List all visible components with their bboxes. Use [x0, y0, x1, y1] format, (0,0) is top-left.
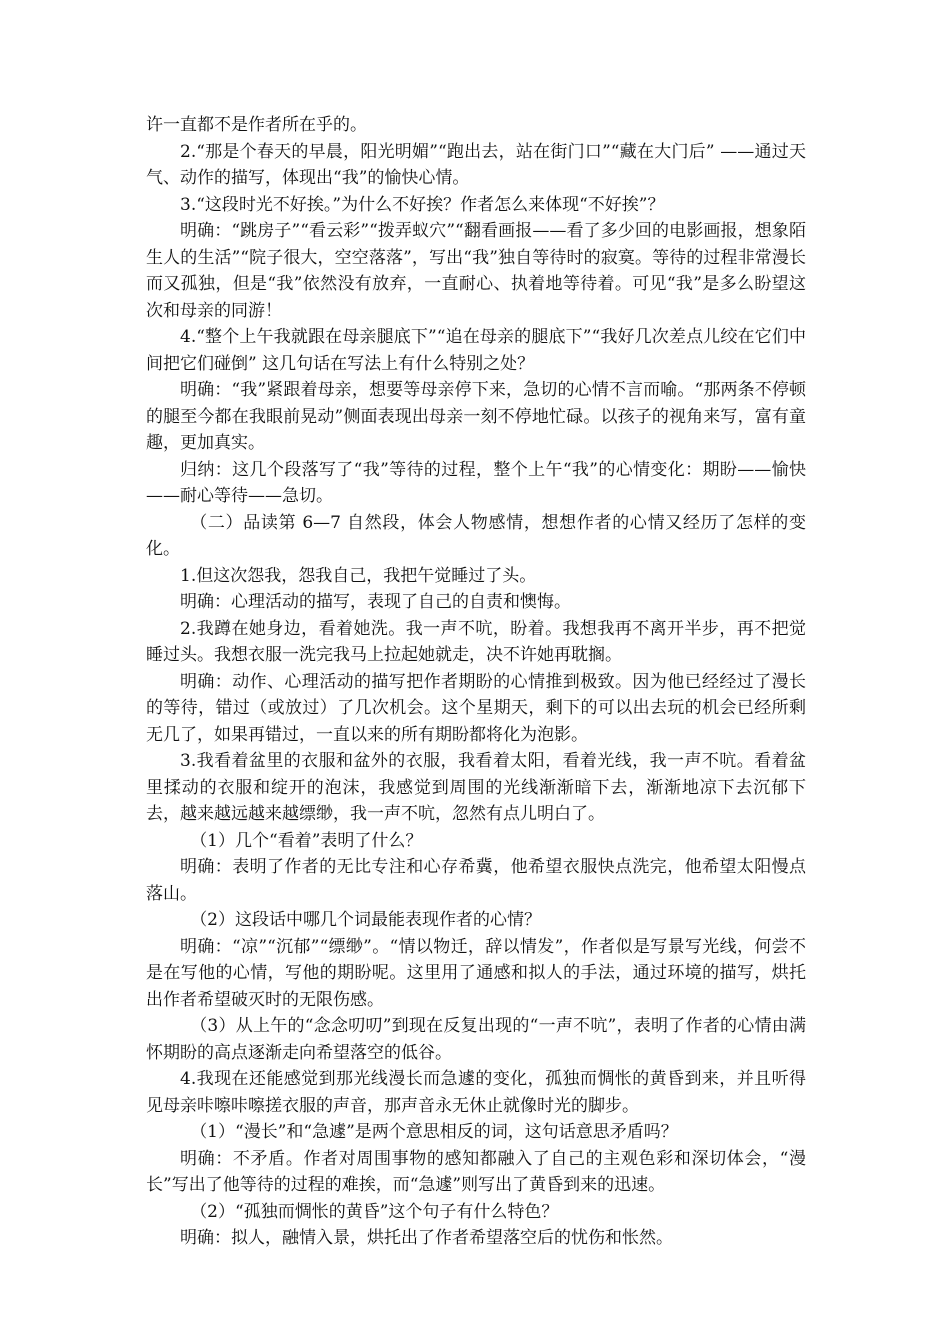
paragraph: 明确：表明了作者的无比专注和心存希冀，他希望衣服快点洗完，他希望太阳慢点落山。	[146, 857, 806, 904]
paragraph: 明确：“凉”“沉郁”“缥缈”。“情以物迁，辞以情发”，作者似是写景写光线，何尝不是在写他的心情，写他的期盼呢。这里用了通感和拟人的手法，通过环境的描写，烘托出作者希望破灭时的无限伤感。	[146, 936, 806, 1010]
paragraph: 许一直都不是作者所在乎的。	[146, 115, 367, 135]
paragraph: 3.我看着盆里的衣服和盆外的衣服，我看着太阳，看着光线，我一声不吭。看着盆里揉动的衣服和绽开的泡沫，我感觉到周围的光线渐渐暗下去，渐渐地凉下去沉郁下去，越来越远越来越缥缈，我一声不吭，忽然有点儿明白了。	[146, 751, 806, 824]
paragraph: （1）“漫长”和“急遽”是两个意思相反的词，这句话意思矛盾吗？	[190, 1122, 678, 1142]
paragraph: （3）从上午的“念念叨叨”到现在反复出现的“一声不吭”，表明了作者的心情由满怀期盼的高点逐渐走向希望落空的低谷。	[146, 1016, 806, 1063]
document-page	[146, 112, 806, 1252]
paragraph: （2）这段话中哪几个词最能表现作者的心情？	[190, 910, 542, 930]
paragraph: 明确：拟人，融情入景，烘托出了作者希望落空后的忧伤和怅然。	[180, 1228, 673, 1248]
paragraph: （2）“孤独而惆怅的黄昏”这个句子有什么特色？	[190, 1201, 559, 1222]
paragraph: 4.“整个上午我就跟在母亲腿底下”“追在母亲的腿底下”“我好几次差点儿绞在它们中间把它们碰倒” 这几句话在写法上有什么特别之处？	[146, 327, 806, 374]
paragraph: 1.但这次怨我，怨我自己，我把午觉睡过了头。	[180, 565, 537, 586]
paragraph: 2.“那是个春天的早晨，阳光明媚”“跑出去，站在街门口”“藏在大门后” ——通过天气、动作的描写，体现出“我”的愉快心情。	[146, 141, 806, 188]
paragraph: 明确：动作、心理活动的描写把作者期盼的心情推到极致。因为他已经经过了漫长的等待，错过（或放过）了几次机会。这个星期天，剩下的可以出去玩的机会已经所剩无几了，如果再错过，一直以来的所有期盼都将化为泡影。	[146, 671, 806, 745]
paragraph: 3.“这段时光不好挨。”为什么不好挨？作者怎么来体现“不好挨”？	[180, 194, 665, 215]
paragraph: （1）几个“看着”表明了什么？	[190, 830, 423, 851]
section-heading: （二）品读第 6—7 自然段，体会人物感情，想想作者的心情又经历了怎样的变化。	[146, 512, 806, 559]
paragraph: 明确：不矛盾。作者对周围事物的感知都融入了自己的主观色彩和深切体会，“漫长”写出了他等待的过程的难挨，而“急遽”则写出了黄昏到来的迅速。	[146, 1148, 806, 1195]
paragraph: 4.我现在还能感觉到那光线漫长而急遽的变化，孤独而惆怅的黄昏到来，并且听得见母亲咔嚓咔嚓搓衣服的声音，那声音永无休止就像时光的脚步。	[146, 1069, 806, 1116]
paragraph: 归纳：这几个段落写了“我”等待的过程，整个上午“我”的心情变化：期盼——愉快——耐心等待——急切。	[146, 459, 806, 506]
paragraph: 2.我蹲在她身边，看着她洗。我一声不吭，盼着。我想我再不离开半步，再不把觉睡过头。我想衣服一洗完我马上拉起她就走，决不许她再耽搁。	[146, 618, 806, 665]
paragraph: 明确：“跳房子”“看云彩”“拨弄蚁穴”“翻看画报——看了多少回的电影画报，想象陌生人的生活”“院子很大，空空落落”，写出“我”独自等待时的寂寞。等待的过程非常漫长而又孤独，但是“我”依然没有放弃，一直耐心、执着地等待着。可见“我”是多么盼望这次和母亲的同游！	[146, 221, 806, 321]
paragraph: 明确：心理活动的描写，表现了自己的自责和懊悔。	[180, 592, 571, 612]
paragraph: 明确：“我”紧跟着母亲，想要等母亲停下来，急切的心情不言而喻。“那两条不停顿的腿至今都在我眼前晃动”侧面表现出母亲一刻不停地忙碌。以孩子的视角来写，富有童趣，更加真实。	[146, 380, 806, 453]
